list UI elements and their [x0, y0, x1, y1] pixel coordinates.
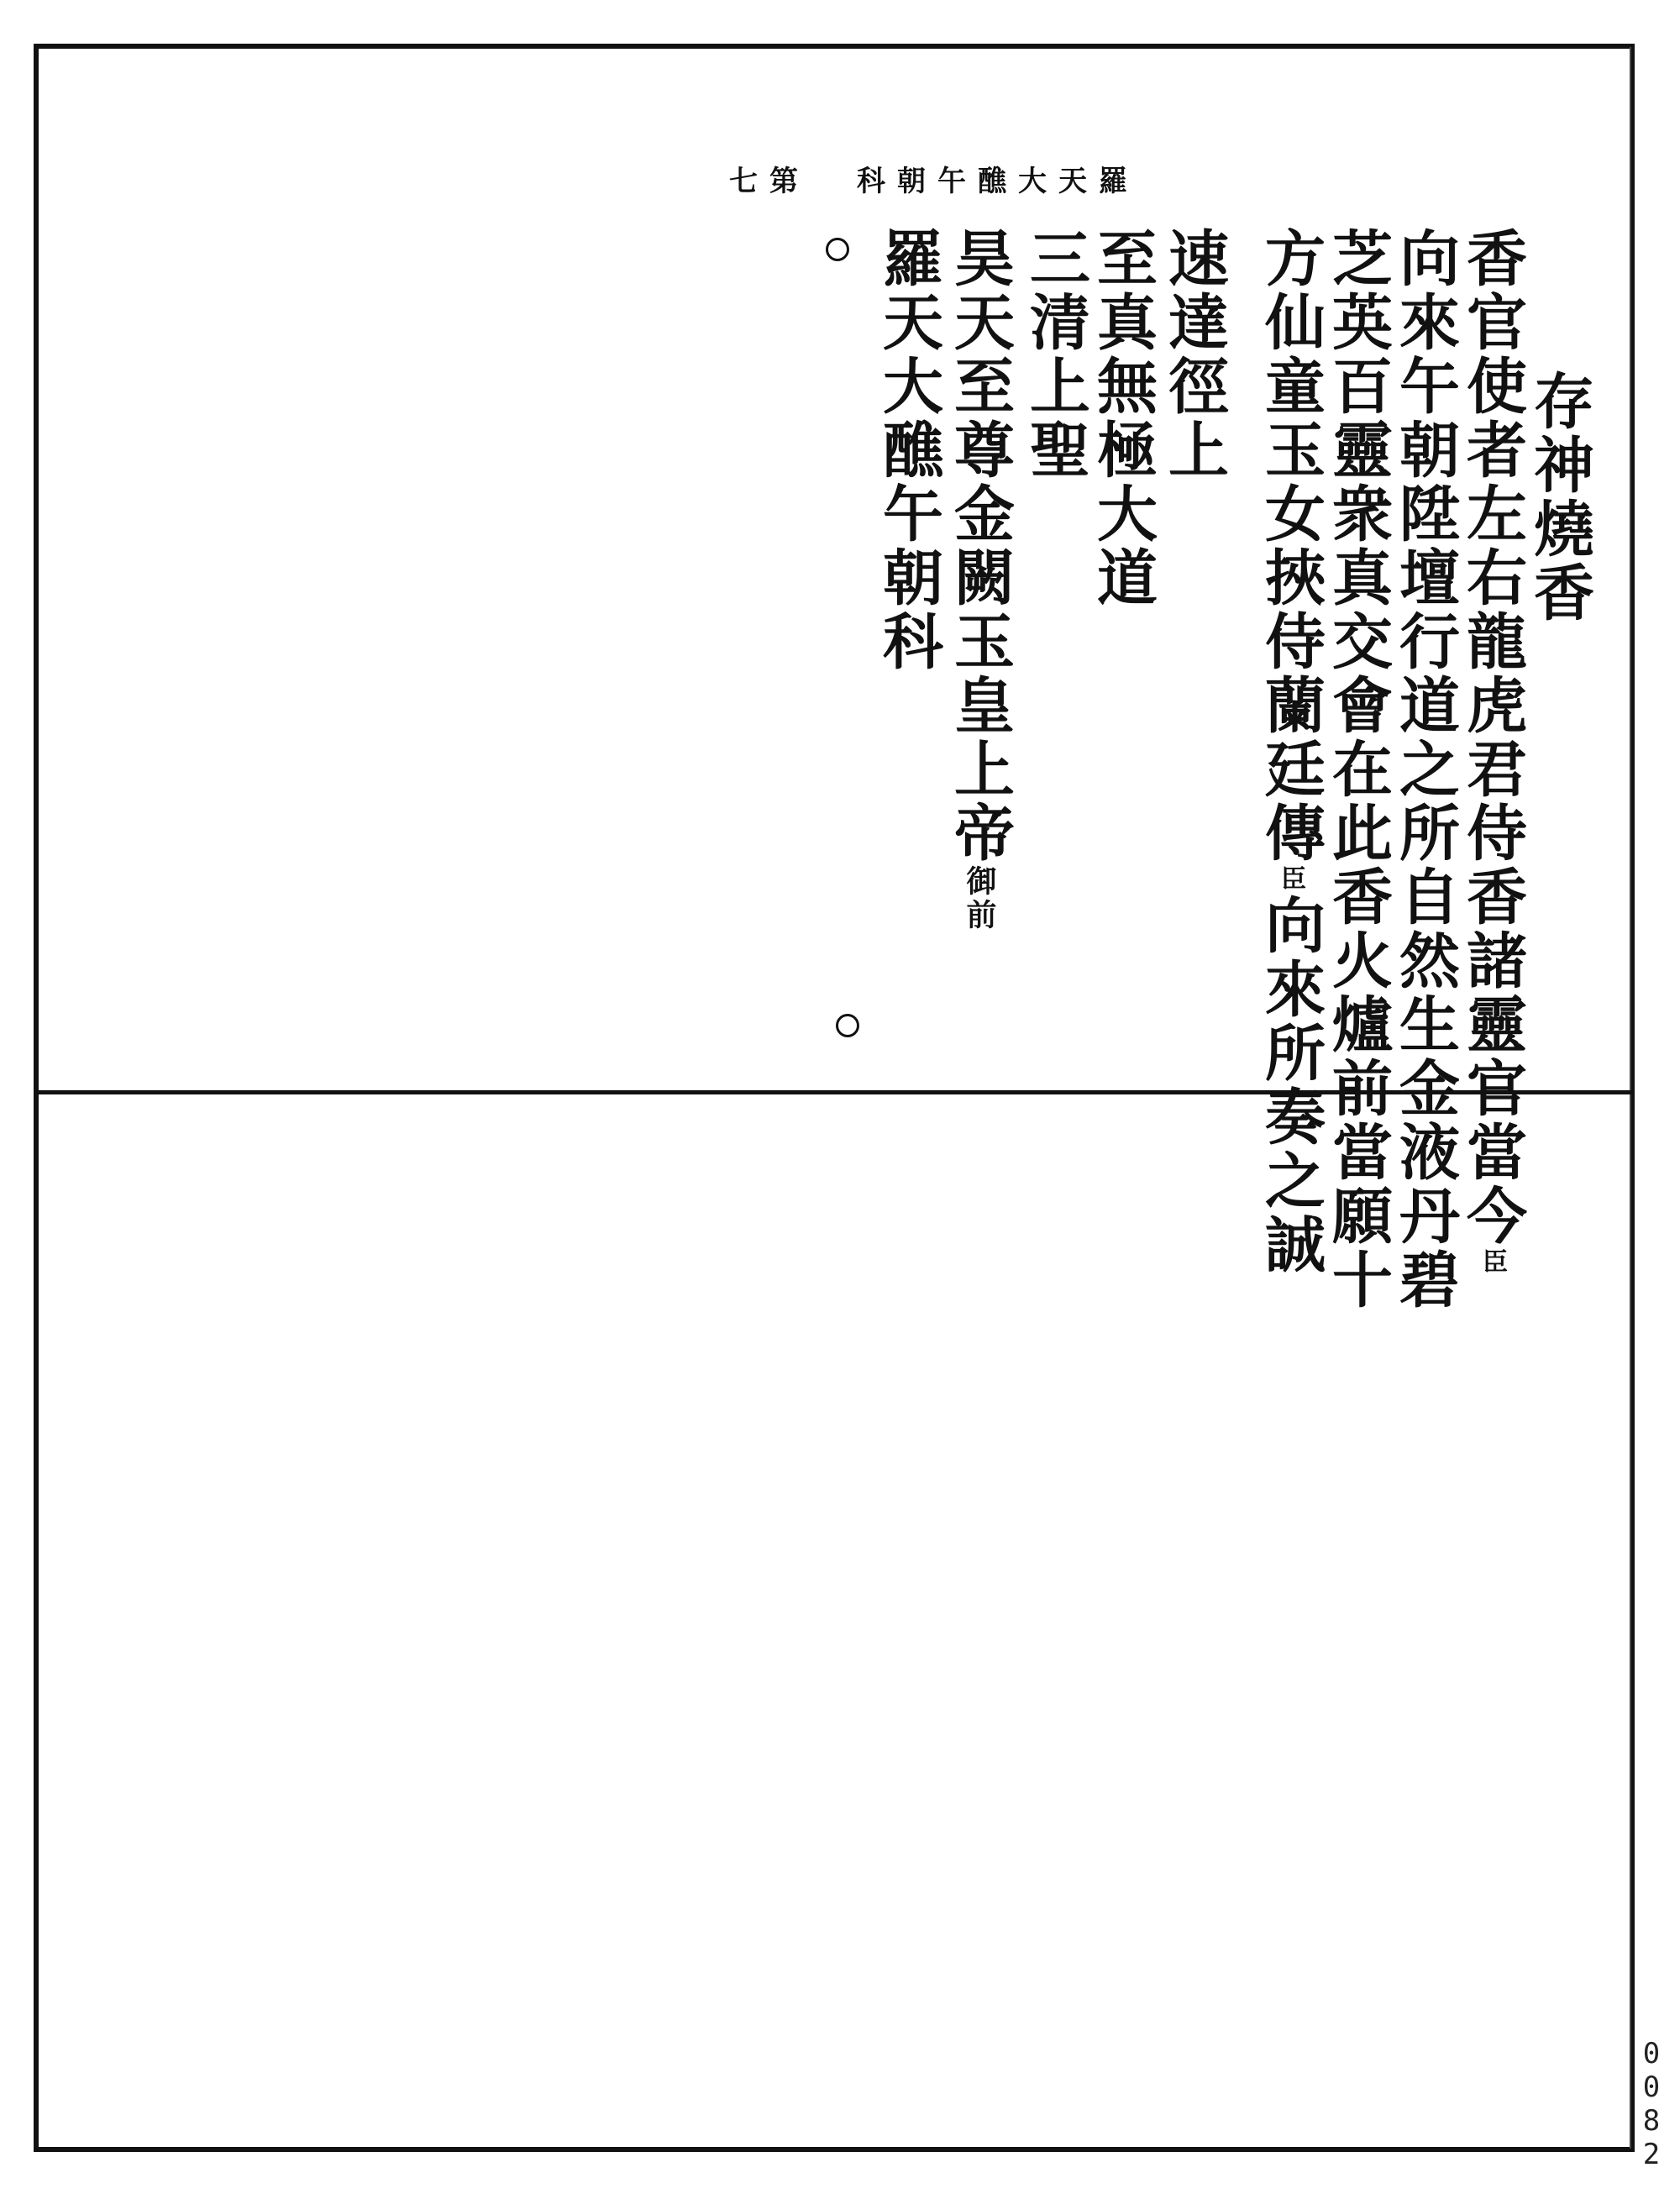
running-header-part: 第七 — [729, 165, 810, 198]
text-column-9-main: 昊天至尊金闕玉皇上帝 — [944, 227, 1016, 865]
frame-inner-edge — [1630, 47, 1631, 2149]
text-column-6: 速達徑上 — [1158, 227, 1230, 482]
page-number: 0082 — [1635, 2037, 1668, 2171]
text-column-5-tail: 向來所奏之誠 — [1255, 894, 1326, 1277]
text-column-10: 羅天大醮午朝科 — [873, 227, 944, 674]
text-column-3: 向來午朝陞壇行道之所自然生金液丹碧 — [1389, 227, 1461, 1312]
text-column-2-main: 香官使者左右龍虎君侍香諸靈官當今 — [1457, 227, 1528, 1248]
text-column-9-note: 御前 — [962, 865, 997, 932]
circle-marker-2 — [836, 1014, 859, 1037]
text-column-2-note: 臣 — [1478, 1248, 1507, 1277]
text-column-5 — [1255, 227, 1326, 1277]
text-column-5-main: 方仙童玉女挾侍蘭廷傳 — [1255, 227, 1326, 865]
text-column-4: 芝英百靈衆真交會在此香火爐前當願十 — [1322, 227, 1394, 1312]
circle-marker-1 — [826, 238, 849, 261]
text-column-7: 至真無極大道 — [1087, 227, 1158, 610]
text-column-9 — [944, 227, 1016, 932]
text-column-1: 存神燒香 — [1524, 370, 1595, 625]
text-column-2 — [1457, 227, 1528, 1277]
text-column-8: 三清上聖 — [1020, 227, 1091, 482]
text-column-5-note: 臣 — [1276, 865, 1305, 894]
running-header-title: 羅天大醮午朝科 — [857, 165, 1139, 198]
